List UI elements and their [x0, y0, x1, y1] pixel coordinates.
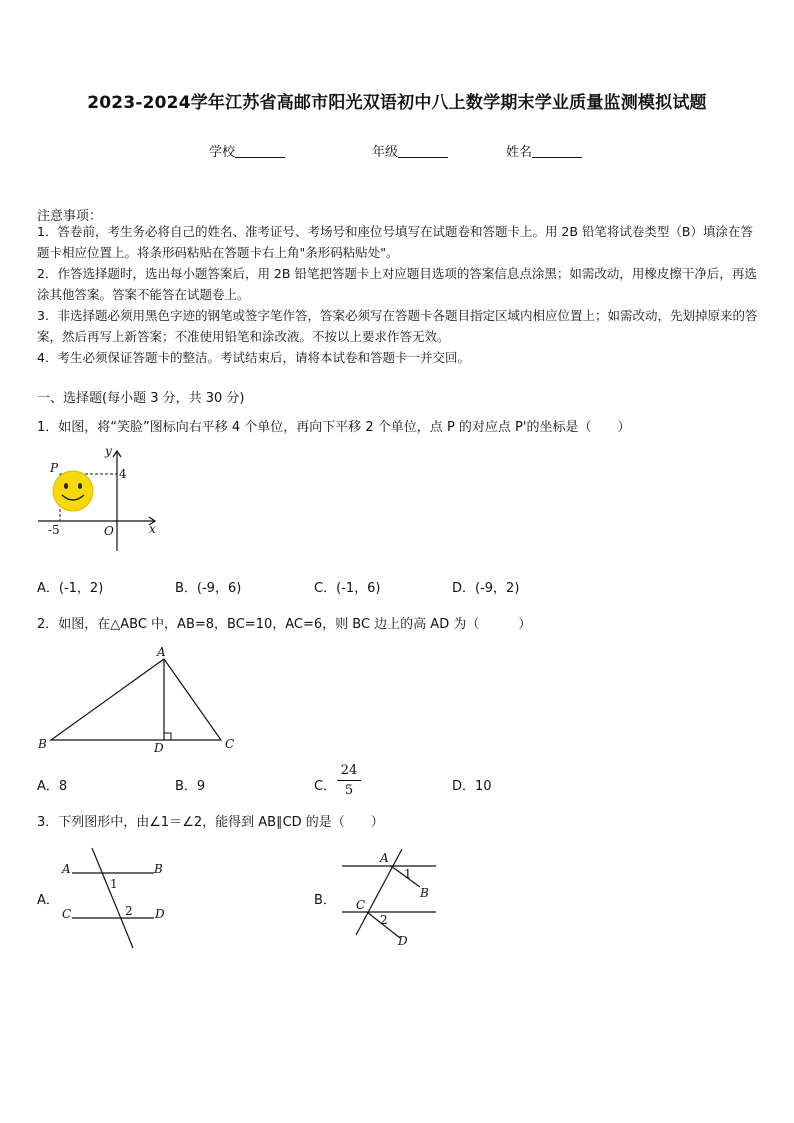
vertex-c-label: C	[225, 737, 235, 751]
q3-figure-a	[58, 843, 168, 953]
q2-option-c[interactable]	[314, 775, 336, 794]
fraction-numerator: 24	[337, 763, 361, 781]
fig-b-label-a: A	[380, 851, 389, 865]
y-tick-label: 4	[119, 467, 127, 481]
note-item: 1．答卷前，考生务必将自己的姓名、准考证号、考场号和座位号填写在试题卷和答题卡上。用 2B 铅笔将试卷类型（B）填涂在答题卡相应位置上。将条形码粘贴在答题卡右上角"条形码粘贴处"。	[37, 224, 754, 260]
foot-d-label: D	[154, 741, 164, 755]
point-p-label: P	[50, 461, 59, 475]
grade-field	[372, 141, 448, 160]
triangle-abc	[51, 659, 221, 740]
x-tick-label: -5	[48, 523, 60, 537]
q3-figure-b	[334, 843, 444, 953]
fig-a-label-a: A	[62, 862, 71, 876]
page-title: 2023-2024学年江苏省高邮市阳光双语初中八上数学期末学业质量监测模拟试题	[87, 93, 707, 113]
fig-b-angle-2: 2	[380, 913, 388, 927]
question-3-text: 3．下列图形中，由∠1＝∠2，能得到 AB∥CD 的是（ ）	[37, 815, 384, 830]
fig-a-label-b: B	[154, 862, 163, 876]
y-axis-label: y	[105, 444, 112, 458]
grade-blank	[398, 145, 448, 158]
transversal	[92, 848, 133, 948]
x-axis-label: x	[149, 522, 156, 536]
q3-option-b[interactable]: B．	[314, 893, 336, 908]
vertex-b-label: B	[38, 737, 47, 751]
note-item: 3．非选择题必须用黑色字迹的钢笔或签字笔作答，答案必须写在答题卡各题目指定区域内相应位置上；如需改动，先划掉原来的答案，然后再写上新答案；不准使用铅笔和涂改液。不按以上要求作答无效。	[37, 308, 758, 344]
notes-heading: 注意事项：	[37, 209, 103, 224]
q2-option-d[interactable]: D．10	[452, 779, 492, 794]
school-blank	[235, 145, 285, 158]
note-item: 2．作答选择题时，选出每小题答案后，用 2B 铅笔把答题卡上对应题目选项的答案信息点涂黑；如需改动，用橡皮擦干净后，再选涂其他答案。答案不能答在试题卷上。	[37, 266, 757, 302]
fig-b-label-d: D	[398, 934, 408, 948]
q2-triangle-figure	[33, 642, 243, 757]
origin-label: O	[104, 524, 114, 538]
note-item: 4．考生必须保证答题卡的整洁。考试结束后，请将本试卷和答题卡一并交回。	[37, 350, 470, 365]
name-blank	[532, 145, 582, 158]
fig-a-angle-1: 1	[110, 877, 118, 891]
question-1-text: 1．如图，将“笑脸”图标向右平移 4 个单位，再向下平移 2 个单位，点 P 的对应点 P'的坐标是（ ）	[37, 420, 631, 435]
grade-label: 年级	[372, 145, 399, 160]
q2-option-c-prefix: C．	[314, 779, 337, 794]
fig-b-label-c: C	[356, 898, 366, 912]
vertex-a-label: A	[157, 645, 166, 659]
fig-b-label-b: B	[420, 886, 429, 900]
q1-option-a[interactable]: A．(-1，2)	[37, 581, 104, 596]
fig-b-angle-1: 1	[404, 867, 412, 881]
q1-coordinate-figure	[33, 441, 163, 556]
q2-option-b[interactable]: B．9	[175, 779, 206, 794]
name-field	[506, 141, 582, 160]
smiley-face-icon	[53, 471, 93, 511]
q3-option-a[interactable]: A．	[37, 893, 59, 908]
question-2-text: 2．如图，在△ABC 中，AB=8，BC=10，AC=6，则 BC 边上的高 AD 为（ ）	[37, 617, 532, 632]
school-label: 学校	[209, 145, 236, 160]
name-label: 姓名	[506, 145, 533, 160]
right-angle-mark	[164, 733, 171, 740]
fig-a-label-d: D	[155, 907, 165, 921]
fraction-denominator: 5	[344, 783, 354, 798]
fig-a-label-c: C	[62, 907, 72, 921]
section-heading: 一、选择题(每小题 3 分，共 30 分)	[37, 391, 245, 406]
q2-option-c-fraction	[337, 763, 361, 798]
q1-option-d[interactable]: D．(-9，2)	[452, 581, 520, 596]
q1-option-b[interactable]: B．(-9，6)	[175, 581, 242, 596]
q2-option-a[interactable]: A．8	[37, 779, 68, 794]
q1-option-c[interactable]: C．(-1，6)	[314, 581, 381, 596]
fig-a-angle-2: 2	[125, 904, 133, 918]
school-field	[209, 141, 285, 160]
